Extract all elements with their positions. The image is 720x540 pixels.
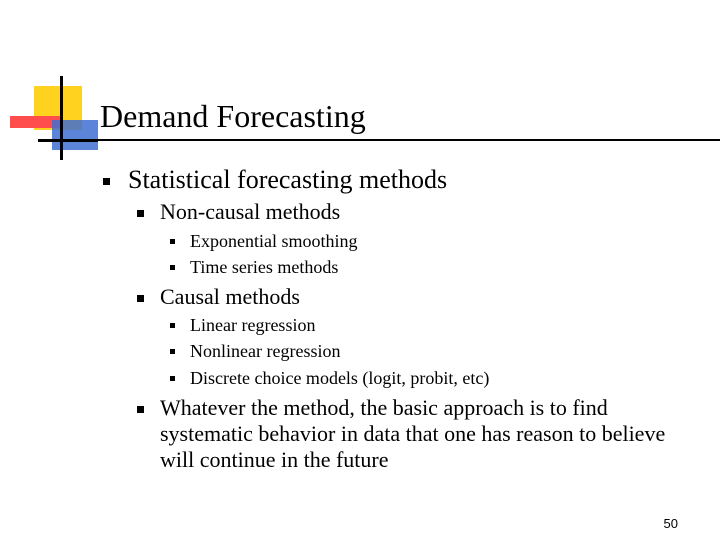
bullet-marker bbox=[137, 406, 144, 413]
bullet-discrete-choice: Discrete choice models (logit, probit, etc) bbox=[190, 368, 490, 388]
bullet-marker bbox=[137, 295, 144, 302]
decorative-logo bbox=[0, 0, 110, 170]
bullet-marker bbox=[170, 349, 175, 354]
bullet-time-series: Time series methods bbox=[190, 257, 339, 277]
bullet-causal: Causal methods bbox=[160, 284, 300, 309]
bullet-marker bbox=[170, 265, 175, 270]
logo-vertical-line bbox=[60, 76, 63, 160]
bullet-non-causal: Non-causal methods bbox=[160, 199, 341, 224]
bullet-exponential-smoothing: Exponential smoothing bbox=[190, 231, 358, 251]
page-title: Demand Forecasting bbox=[100, 98, 366, 134]
bullet-basic-approach: Whatever the method, the basic approach is to find systematic behavior in data that one has reason to believe will continue in the future bbox=[160, 395, 666, 472]
page-number: 50 bbox=[663, 516, 678, 531]
bullet-marker bbox=[137, 210, 144, 217]
logo-blue-square bbox=[52, 120, 98, 150]
bullet-marker bbox=[170, 376, 175, 381]
bullet-statistical-methods: Statistical forecasting methods bbox=[128, 165, 448, 194]
bullet-marker bbox=[170, 239, 175, 244]
title-underline bbox=[38, 139, 720, 141]
bullet-nonlinear-regression: Nonlinear regression bbox=[190, 341, 341, 361]
bullet-marker bbox=[103, 178, 110, 185]
bullet-marker bbox=[170, 323, 175, 328]
bullet-linear-regression: Linear regression bbox=[190, 315, 316, 335]
